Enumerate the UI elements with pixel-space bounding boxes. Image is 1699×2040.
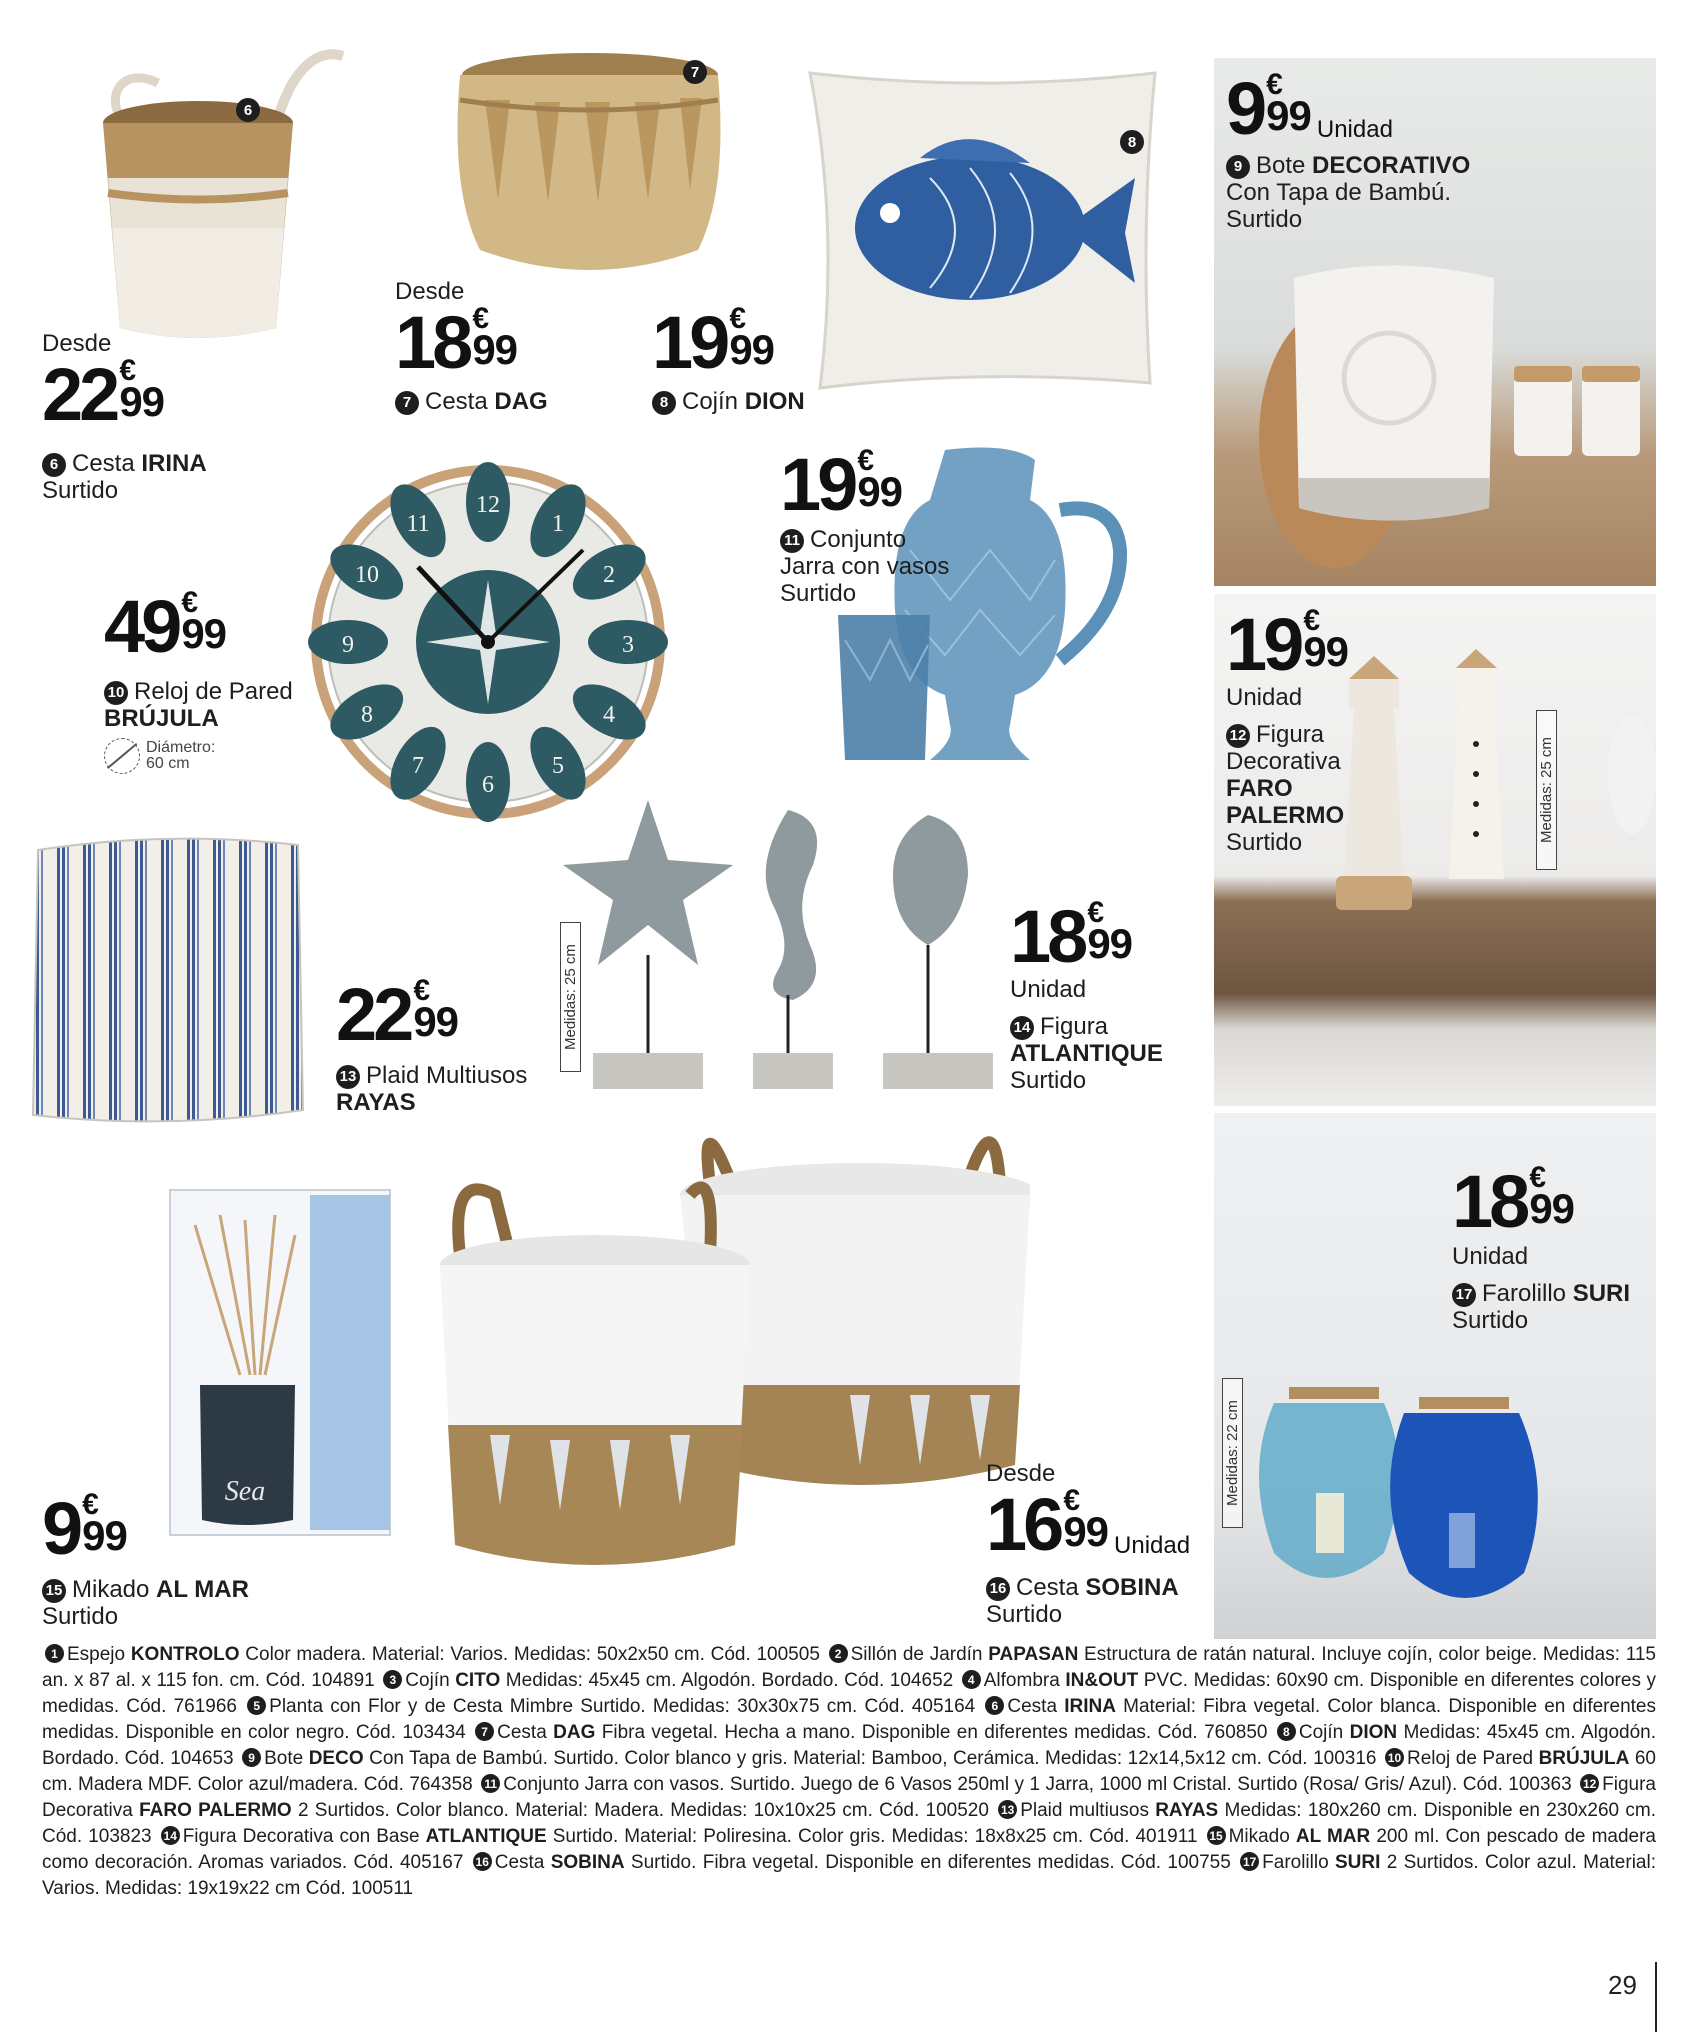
clock-number: 6 (482, 772, 494, 798)
unit-label: Unidad (1226, 684, 1303, 711)
detail-entry: 17 Farolillo SURI 2 Surtidos. Color azul. Material: Varios. Medidas: 19x19x22 cm Cód. 100511 (42, 1852, 1656, 1899)
price-8: 19 € 99 (652, 301, 775, 384)
page-divider (1655, 1962, 1657, 2032)
badge-7: 7 (683, 60, 707, 84)
entry-number-badge: 6 (985, 1696, 1004, 1715)
entry-number-badge: 14 (161, 1826, 180, 1845)
clock-number: 9 (342, 632, 354, 658)
detail-entry: 8 Cojín DION Medidas: 45x45 cm. Algodón. Bordado. Cód. 104653 (42, 1722, 1656, 1769)
desde-label: Desde (42, 330, 112, 357)
product-6-name: 6 Cesta IRINA Surtido (42, 450, 207, 504)
product-11-block (780, 443, 950, 607)
detail-entry: 5 Planta con Flor y de Cesta Mimbre Surtido. Medidas: 30x30x75 cm. Cód. 405164 (244, 1696, 982, 1717)
detail-entry: 7 Cesta DAG Fibra vegetal. Hecha a mano. Disponible en diferentes medidas. Cód. 760850 (472, 1722, 1274, 1743)
measure-14: Medidas: 25 cm (560, 922, 581, 1072)
product-13-name: 13 Plaid Multiusos RAYAS (336, 1062, 528, 1116)
clock-number: 4 (603, 702, 615, 728)
entry-number-badge: 11 (481, 1774, 500, 1793)
product-8-name: 8 Cojín DION (652, 388, 805, 415)
entry-number-badge: 1 (45, 1644, 64, 1663)
price-17: 18 € 99 (1452, 1160, 1575, 1243)
detail-entry: 2 Sillón de Jardín PAPASAN Estructura de ratán natural. Incluye cojín, color beige. Medidas: 115 an. x 87 al. x 115 fon. cm. Cód. 104891 (42, 1644, 1656, 1691)
page-number: 29 (1608, 1970, 1637, 2000)
detail-entry: 1 Espejo KONTROLO Color madera. Material: Varios. Medidas: 50x2x50 cm. Cód. 100505 (42, 1644, 826, 1665)
clock-number: 2 (603, 562, 615, 588)
price-9: 9 € 99 Unidad (1226, 67, 1393, 150)
entry-number-badge: 4 (962, 1670, 981, 1689)
basket-irina-image (48, 28, 348, 358)
entry-number-badge: 10 (1385, 1748, 1404, 1767)
detail-entry: 14 Figura Decorativa con Base ATLANTIQUE Surtido. Material: Poliresina. Color gris. Medidas: 18x8x25 cm. Cód. 401911 (158, 1826, 1204, 1847)
clock-number: 7 (412, 753, 424, 779)
price-15: 9 € 99 (42, 1487, 127, 1570)
entry-number-badge: 3 (383, 1670, 402, 1689)
badge-6: 6 (236, 98, 260, 122)
desde-label: Desde (986, 1460, 1056, 1487)
detail-entry: 15 Mikado AL MAR 200 ml. Con pescado de madera como decoración. Aromas variados. Cód. 405167 (42, 1826, 1657, 1873)
measure-12: Medidas: 25 cm (1536, 710, 1557, 870)
product-14-block (1010, 895, 1163, 1094)
entry-number-badge: 8 (1277, 1722, 1296, 1741)
detail-entry: 13 Plaid multiusos RAYAS Medidas: 180x260 cm. Disponible en 230x260 cm. Cód. 103823 (42, 1800, 1656, 1847)
detail-entry: 3 Cojín CITO Medidas: 45x45 cm. Algodón. Bordado. Cód. 104652 (380, 1670, 958, 1691)
product-7-name: 7 Cesta DAG (395, 388, 548, 415)
product-17-block (1452, 1160, 1631, 1334)
measure-17: Medidas: 22 cm (1222, 1378, 1243, 1528)
product-9-block (1226, 67, 1471, 233)
entry-number-badge: 15 (1207, 1826, 1226, 1845)
product-16-name: 16 Cesta SOBINA Surtido (986, 1574, 1179, 1628)
clock-number: 5 (552, 753, 564, 779)
mikado-bottle-text: Sea (224, 1476, 266, 1507)
product-7-block (395, 278, 548, 415)
price-12: 19 € 99 (1226, 603, 1349, 686)
clock-number: 10 (355, 562, 379, 588)
product-14-name: 14 Figura ATLANTIQUE Surtido (1010, 1013, 1163, 1094)
price-11: 19 € 99 (780, 443, 903, 526)
product-12-block (1226, 603, 1349, 856)
clock-number: 1 (552, 511, 564, 537)
product-15-block (42, 1487, 249, 1630)
badge-8: 8 (1120, 130, 1144, 154)
diameter-info: Diámetro: 60 cm (104, 738, 293, 774)
product-16-block (986, 1460, 1190, 1628)
desde-label: Desde (395, 278, 465, 305)
mikado-al-mar-image (165, 1185, 395, 1545)
basket-sobina-image (410, 1105, 1030, 1585)
product-10-block (104, 585, 293, 774)
clock-number: 3 (622, 632, 634, 658)
entry-number-badge: 2 (829, 1644, 848, 1663)
product-17-name: 17 Farolillo SURI Surtido (1452, 1280, 1631, 1334)
price-10: 49 € 99 (104, 585, 227, 668)
product-8-block (652, 301, 805, 415)
entry-number-badge: 13 (998, 1800, 1017, 1819)
clock-number: 8 (361, 702, 373, 728)
product-6-block (42, 330, 207, 504)
detail-entry: 16 Cesta SOBINA Surtido. Fibra vegetal. Disponible en diferentes medidas. Cód. 100755 (470, 1852, 1237, 1873)
pillow-dion-image (800, 68, 1170, 398)
plaid-rayas-image (28, 830, 308, 1130)
price-14: 18 € 99 (1010, 895, 1133, 978)
product-11-name: 11 Conjunto Jarra con vasos Surtido (780, 526, 950, 607)
price-13: 22 € 99 (336, 973, 459, 1056)
detail-entry: 9 Bote DECO Con Tapa de Bambú. Surtido. Color blanco y gris. Material: Bamboo, Cerámica. Medidas: 12x14,5x12 cm. Cód. 100316 (239, 1748, 1382, 1769)
unit-label: Unidad (1452, 1243, 1529, 1270)
entry-number-badge: 12 (1580, 1774, 1599, 1793)
clock-number: 11 (406, 511, 430, 537)
price-6: 22 € 99 (42, 353, 165, 436)
product-13-block (336, 973, 528, 1116)
entry-number-badge: 17 (1240, 1852, 1259, 1871)
unit-label: Unidad (1010, 976, 1087, 1003)
product-15-name: 15 Mikado AL MAR Surtido (42, 1576, 249, 1630)
clock-number: 12 (476, 492, 500, 518)
entry-number-badge: 9 (242, 1748, 261, 1767)
price-7: 18 € 99 (395, 301, 518, 384)
product-12-name: 12 Figura Decorativa FARO PALERMO Surtido (1226, 721, 1345, 856)
price-16: 16 € 99 Unidad (986, 1483, 1191, 1566)
entry-number-badge: 7 (475, 1722, 494, 1741)
entry-number-badge: 16 (473, 1852, 492, 1871)
product-details-text (42, 1642, 1656, 1902)
diameter-icon (104, 738, 140, 774)
atlantique-figures-image (548, 795, 1018, 1095)
detail-entry: 4 Alfombra IN&OUT PVC. Medidas: 60x90 cm. Disponible en diferentes colores y medidas. Cód. 761966 (42, 1670, 1657, 1717)
compass-clock-image (308, 462, 668, 822)
detail-entry: 6 Cesta IRINA Material: Fibra vegetal. Color blanca. Disponible en diferentes medidas. Disponible en color negro. Cód. 103434 (42, 1696, 1656, 1743)
detail-entry: 12 Figura Decorativa FARO PALERMO 2 Surtidos. Color blanco. Material: Madera. Medidas: 10x10x25 cm. Cód. 100520 (42, 1774, 1656, 1821)
detail-entry: 11 Conjunto Jarra con vasos. Surtido. Juego de 6 Vasos 250ml y 1 Jarra, 1000 ml Cristal. Surtido (Rosa/ Gris/ Azul). Cód. 100363 (478, 1774, 1577, 1795)
product-9-name: 9 Bote DECORATIVO Con Tapa de Bambú. Surtido (1226, 152, 1471, 233)
product-10-name: 10 Reloj de Pared BRÚJULA (104, 678, 293, 732)
detail-entry: 10 Reloj de Pared BRÚJULA 60 cm. Madera MDF. Color azul/madera. Cód. 764358 (42, 1748, 1656, 1795)
entry-number-badge: 5 (247, 1696, 266, 1715)
